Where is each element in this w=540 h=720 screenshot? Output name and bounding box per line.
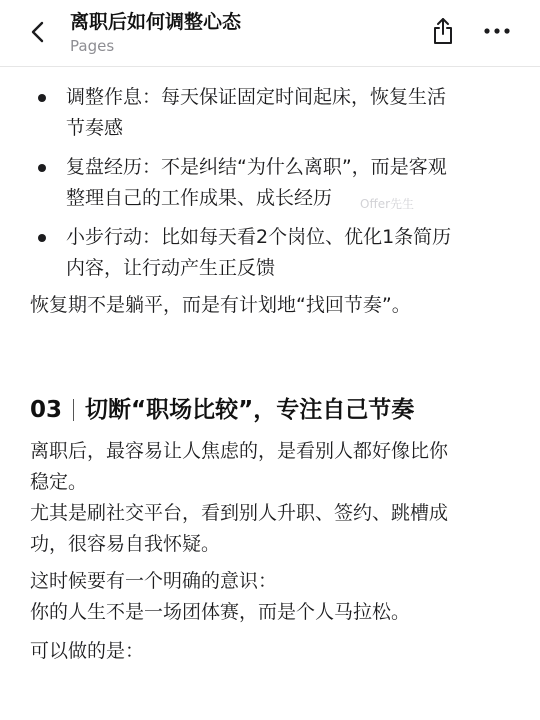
share-icon	[431, 16, 455, 46]
title-block	[70, 9, 241, 57]
paragraph-line: 稳定。	[30, 471, 88, 493]
paragraph-line: 功，很容易自我怀疑。	[30, 533, 221, 555]
paragraph-line: 你的人生不是一场团体赛，而是个人马拉松。	[30, 601, 411, 623]
chevron-left-icon	[30, 20, 46, 44]
section-heading	[30, 395, 510, 425]
app-subtitle: Pages	[70, 37, 115, 55]
list-item-line: 内容，让行动产生正反馈	[66, 257, 276, 279]
paragraph-line: 尤其是刷社交平台，看到别人升职、签约、跳槽成	[30, 502, 449, 524]
watermark: Offer先生	[360, 197, 415, 211]
list-item-line: 小步行动：比如每天看2个岗位、优化1条简历	[66, 226, 452, 248]
list-item-line: 调整作息：每天保证固定时间起床，恢复生活	[66, 86, 447, 108]
share-button[interactable]	[428, 14, 458, 48]
list-item-line: 整理自己的工作成果、成长经历	[66, 187, 333, 209]
section-number: 03	[30, 397, 63, 423]
page-title: 离职后如何调整心态	[70, 11, 242, 33]
back-button[interactable]	[22, 16, 54, 48]
paragraph-line: 这时候要有一个明确的意识：	[30, 570, 278, 592]
bullet-dot-icon	[38, 234, 46, 242]
paragraph-line: 离职后，最容易让人焦虑的，是看别人都好像比你	[30, 440, 449, 462]
more-button[interactable]	[480, 18, 514, 44]
paragraph: 恢复期不是躺平，而是有计划地“找回节奏”。	[30, 294, 411, 316]
section-title: 切断“职场比较”，专注自己节奏	[85, 397, 415, 423]
paragraph-line: 可以做的是：	[30, 640, 145, 662]
top-bar	[0, 0, 540, 67]
list-item-line: 节奏感	[66, 117, 124, 139]
bullet-dot-icon	[38, 94, 46, 102]
list-item-line: 复盘经历：不是纠结“为什么离职”，而是客观	[66, 156, 447, 178]
bullet-dot-icon	[38, 164, 46, 172]
heading-divider	[73, 399, 74, 421]
more-icon	[484, 27, 510, 35]
